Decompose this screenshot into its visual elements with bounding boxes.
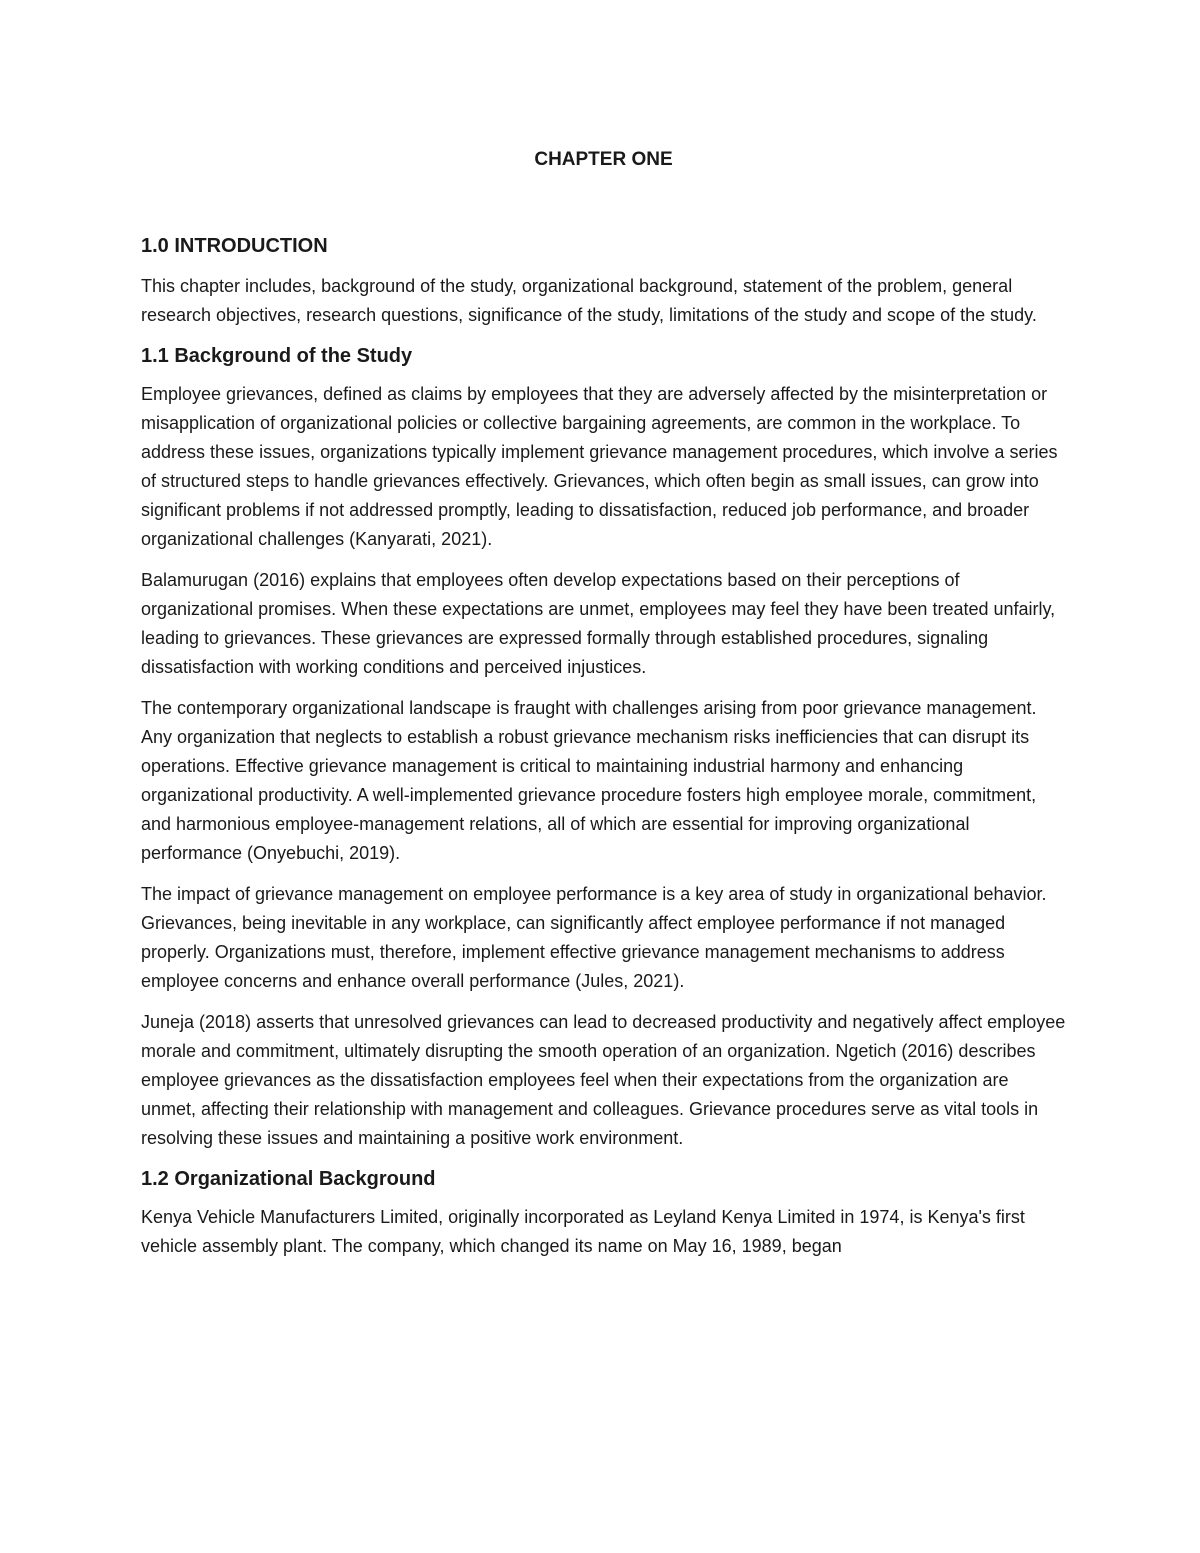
background-paragraph-1: Employee grievances, defined as claims by employees that they are adversely affected by the misinterpretation or misapplication of organizational policies or collective bargaining agreements, are common in the workplace. To address these issues, organizations typically implement grievance management procedures, which involve a series of structured steps to handle grievances effectively. Grievances, which often begin as small issues, can grow into significant problems if not addressed promptly, leading to dissatisfaction, reduced job performance, and broader organizational challenges (Kanyarati, 2021). xyxy=(141,384,1058,549)
background-paragraph-4: The impact of grievance management on employee performance is a key area of study in organizational behavior. Grievances, being inevitable in any workplace, can significantly affect employee performance if not managed properly. Organizations must, therefore, implement effective grievance management mechanisms to address employee concerns and enhance overall performance (Jules, 2021). xyxy=(141,884,1047,991)
background-paragraph-2: Balamurugan (2016) explains that employees often develop expectations based on their perceptions of organizational promises. When these expectations are unmet, employees may feel they have been treated unfairly, leading to grievances. These grievances are expressed formally through established procedures, signaling dissatisfaction with working conditions and perceived injustices. xyxy=(141,570,1056,677)
chapter-title: CHAPTER ONE xyxy=(534,149,673,170)
introduction-heading: 1.0 INTRODUCTION xyxy=(141,235,328,257)
background-paragraph-5: Juneja (2018) asserts that unresolved grievances can lead to decreased productivity and negatively affect employee morale and commitment, ultimately disrupting the smooth operation of an organization. Ngetich (2016) describes employee grievances as the dissatisfaction employees feel when their expectations from the organization are unmet, affecting their relationship with management and colleagues. Grievance procedures serve as vital tools in resolving these issues and maintaining a positive work environment. xyxy=(141,1012,1066,1148)
organizational-background-heading: 1.2 Organizational Background xyxy=(141,1168,436,1190)
introduction-paragraph: This chapter includes, background of the study, organizational background, statement of the problem, general research objectives, research questions, significance of the study, limitations of the study and scope of the study. xyxy=(141,276,1037,325)
background-heading: 1.1 Background of the Study xyxy=(141,345,413,367)
document-body xyxy=(141,146,1066,1261)
organizational-background-paragraph: Kenya Vehicle Manufacturers Limited, originally incorporated as Leyland Kenya Limited in 1974, is Kenya's first vehicle assembly plant. The company, which changed its name on May 16, 1989, began xyxy=(141,1207,1025,1256)
background-paragraph-3: The contemporary organizational landscape is fraught with challenges arising from poor grievance management. Any organization that neglects to establish a robust grievance mechanism risks inefficiencies that can disrupt its operations. Effective grievance management is critical to maintaining industrial harmony and enhancing organizational productivity. A well-implemented grievance procedure fosters high employee morale, commitment, and harmonious employee-management relations, all of which are essential for improving organizational performance (Onyebuchi, 2019). xyxy=(141,698,1037,863)
